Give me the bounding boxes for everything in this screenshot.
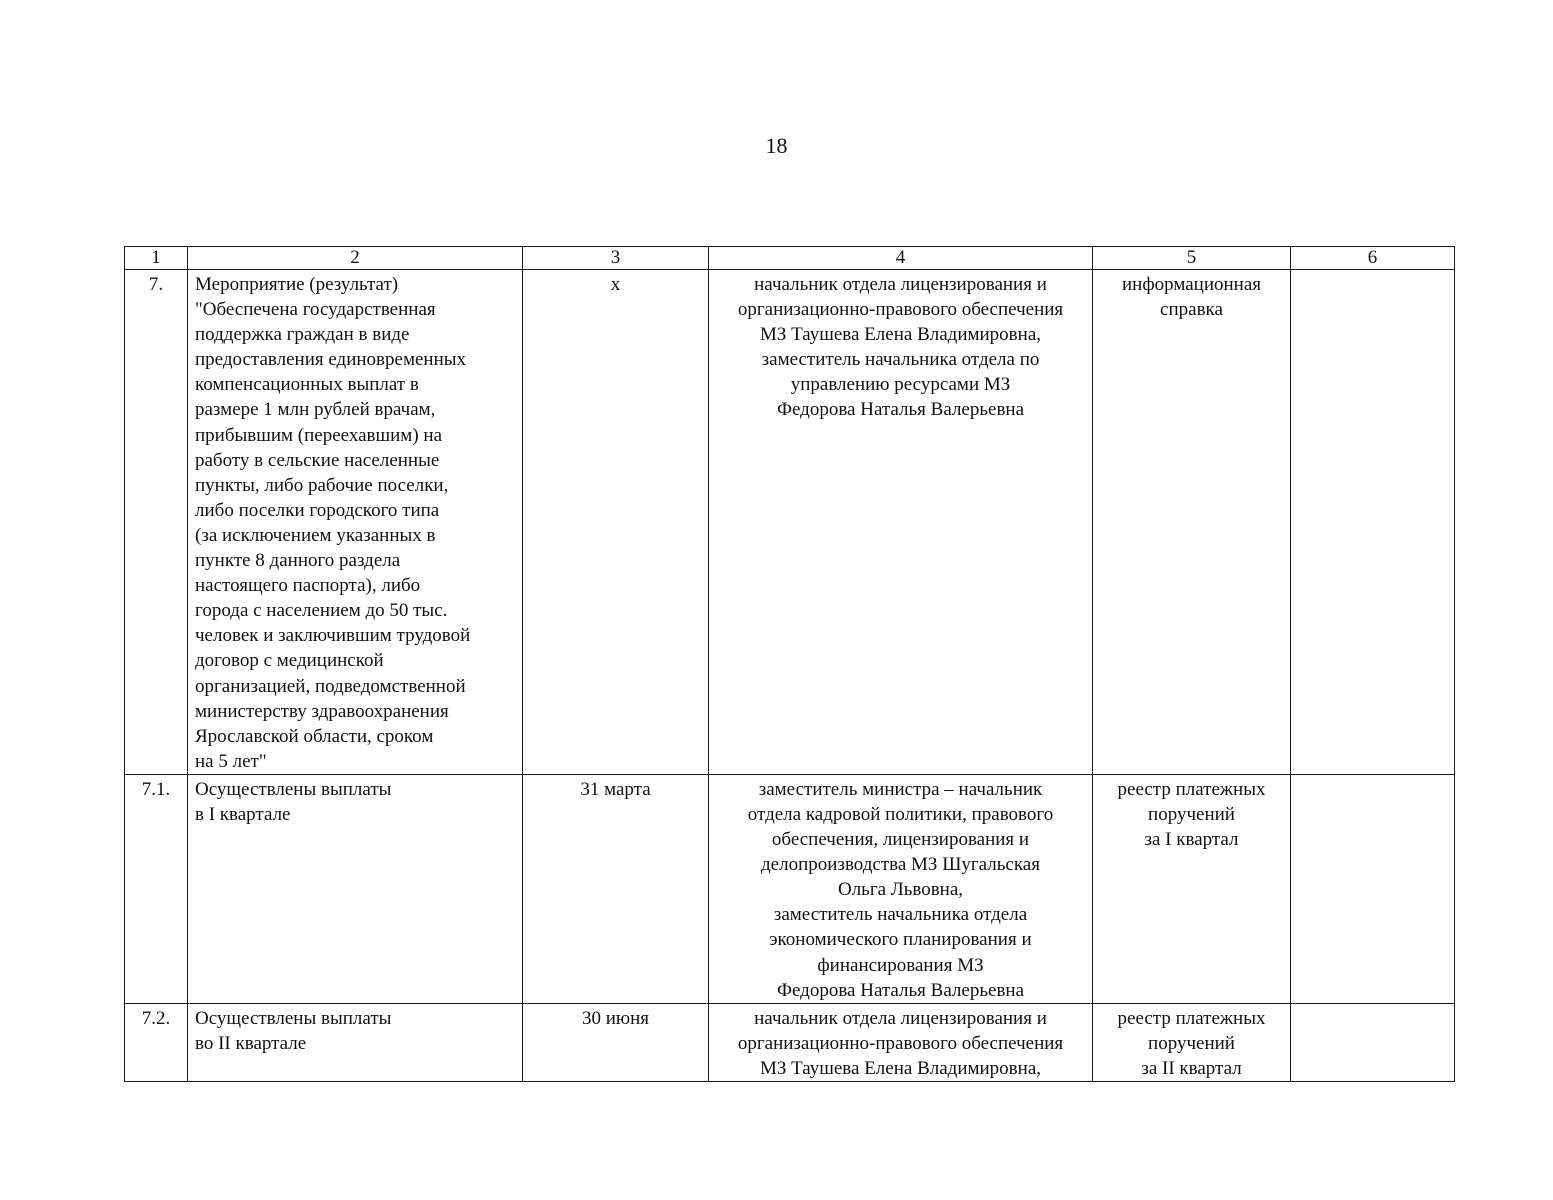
deadline: 31 марта — [523, 774, 709, 1003]
note-cell — [1291, 270, 1455, 775]
column-header: 6 — [1291, 247, 1455, 270]
note-cell — [1291, 774, 1455, 1003]
confirming-document: реестр платежных поручений за II квартал — [1093, 1003, 1291, 1081]
responsible-person: начальник отдела лицензирования и организационно-правового обеспечения МЗ Таушева Елена Владимировна, заместитель начальника отдела по управлению ресурсами МЗ Федорова Наталья Валерьевна — [709, 270, 1093, 775]
event-title: Осуществлены выплаты в I квартале — [188, 774, 523, 1003]
responsible-person: заместитель министра – начальник отдела кадровой политики, правового обеспечения, лицензирования и делопроизводства МЗ Шугальская Ольга Львовна, заместитель начальника отдела экономического планирования и финансирования МЗ Федорова Наталья Валерьевна — [709, 774, 1093, 1003]
row-number: 7. — [125, 270, 188, 775]
row-number: 7.2. — [125, 1003, 188, 1081]
responsible-person: начальник отдела лицензирования и организационно-правового обеспечения МЗ Таушева Елена Владимировна, — [709, 1003, 1093, 1081]
table-row — [125, 774, 1455, 1003]
table-header-row — [125, 247, 1455, 270]
deadline: 30 июня — [523, 1003, 709, 1081]
deadline: х — [523, 270, 709, 775]
table-row — [125, 270, 1455, 775]
event-title: Мероприятие (результат) "Обеспечена государственная поддержка граждан в виде предоставления единовременных компенсационных выплат в размере 1 млн рублей врачам, прибывшим (переехавшим) на работу в сельские населенные пункты, либо рабочие поселки, либо поселки городского типа (за исключением указанных в пункте 8 данного раздела настоящего паспорта), либо города с населением до 50 тыс. человек и заключившим трудовой договор с медицинской организацией, подведомственной министерству здравоохранения Ярославской области, сроком на 5 лет" — [188, 270, 523, 775]
plan-table — [124, 246, 1455, 1082]
column-header: 5 — [1093, 247, 1291, 270]
column-header: 2 — [188, 247, 523, 270]
event-title: Осуществлены выплаты во II квартале — [188, 1003, 523, 1081]
row-number: 7.1. — [125, 774, 188, 1003]
column-header: 4 — [709, 247, 1093, 270]
confirming-document: реестр платежных поручений за I квартал — [1093, 774, 1291, 1003]
confirming-document: информационная справка — [1093, 270, 1291, 775]
column-header: 3 — [523, 247, 709, 270]
column-header: 1 — [125, 247, 188, 270]
table-row — [125, 1003, 1455, 1081]
note-cell — [1291, 1003, 1455, 1081]
page-number: 18 — [765, 133, 788, 158]
